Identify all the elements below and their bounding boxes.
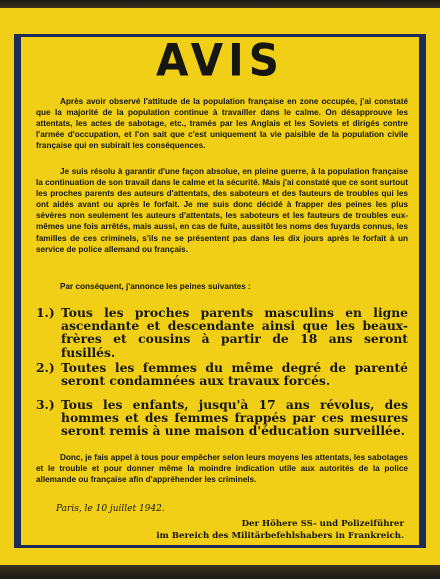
announcement-line: Par conséquent, j'annonce les peines suivantes : [60,282,251,291]
signature-line: Der Höhere SS- und Polizeiführer [241,519,404,529]
penalty-number: 2.) [36,360,55,375]
resolution-paragraph: Je suis résolu à garantir d'une façon absolue, en pleine guerre, à la population française la continuation de son travail dans le calme et la sécurité. Mais j'ai constaté que ce sont surtout les proches parents des auteurs d'attentats, des saboteurs et des fauteurs de troubles qui les ont aidés avant ou après le forfait. Je me suis donc décidé à frapper des peines les plus sévères non seulement les auteurs d'attentats, les saboteurs et les fauteurs de troubles eux-mêmes une fois arrêtés, mais aussi, en cas de fuite, aussitôt les noms des fuyards connus, les familles de ces criminels, s'ils ne se présentent pas dans les dix jours après le forfait à un service de police allemand ou français. [36,167,408,254]
penalty-item [36,361,408,387]
closing-paragraph: Donc, je fais appel à tous pour empêcher selon leurs moyens les attentats, les sabotages et le trouble et pour donner même la moindre indication utile aux autorités de la police allemande ou française afin d'appréhender les criminels. [36,453,408,485]
penalty-item [36,398,408,438]
penalty-number: 3.) [36,397,55,412]
poster-title: AVIS [155,34,285,87]
poster-bottom-edge [0,565,440,579]
penalty-item [36,306,408,359]
penalty-text: Tous les proches parents masculins en ligne ascendante et descendante ainsi que les beaux-frères et cousins à partir de 18 ans seront fusillés. [61,305,408,360]
border-left [14,34,21,546]
penalty-number: 1.) [36,305,55,320]
signature-block [104,518,404,542]
penalty-text: Tous les enfants, jusqu'à 17 ans révolus, des hommes et des femmes frappés par ces mesures seront remis à une maison d'éducation surveillée. [61,397,408,439]
intro-paragraph: Après avoir observé l'attitude de la population française en zone occupée, j'ai constaté que la majorité de la population continue à travailler dans le calme. On désapprouve les attentats, les actes de sabotage, etc., tramés par les Anglais et les Soviets et dirigés contre l'armée d'occupation, et l'on sait que c'est uniquement la vie paisible de la population civile française qui en subirait les conséquences. [36,97,408,151]
poster-top-edge [0,0,440,8]
signature-line: im Bereich des Militärbefehlshabers in Frankreich. [156,531,404,541]
penalty-text: Toutes les femmes du même degré de parenté seront condamnées aux travaux forcés. [61,360,408,389]
date-line: Paris, le 10 juillet 1942. [56,504,165,514]
border-bottom [14,545,426,548]
